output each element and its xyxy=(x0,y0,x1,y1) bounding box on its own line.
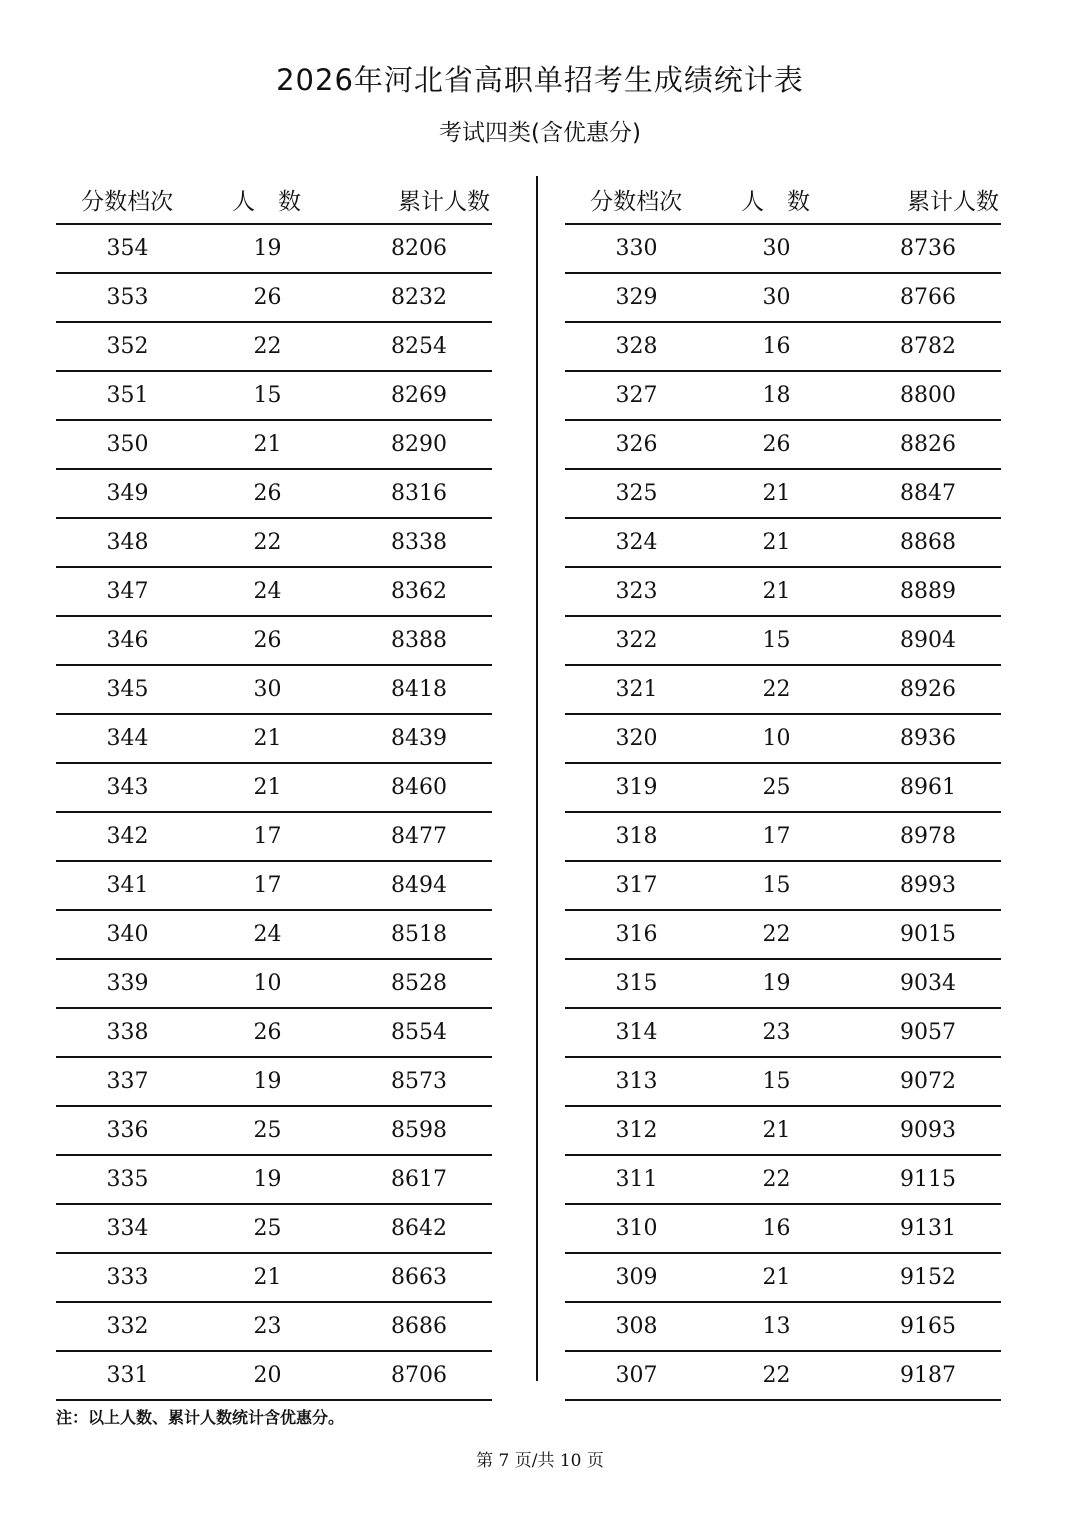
table-row xyxy=(56,225,492,274)
page-subtitle: 考试四类(含优惠分) xyxy=(439,120,641,146)
score-cell: 337 xyxy=(106,1069,149,1094)
cumulative-cell: 8926 xyxy=(900,677,956,702)
count-cell: 19 xyxy=(253,1167,282,1192)
cumulative-cell: 8316 xyxy=(391,481,447,506)
count-cell: 16 xyxy=(762,334,791,359)
cumulative-cell: 9015 xyxy=(900,922,956,947)
table-row xyxy=(56,1303,492,1352)
count-cell: 21 xyxy=(762,481,791,506)
table-body-left xyxy=(56,225,492,1401)
table-row xyxy=(565,813,1001,862)
cumulative-cell: 8388 xyxy=(391,628,447,653)
score-cell: 336 xyxy=(106,1118,149,1143)
count-cell: 30 xyxy=(762,285,791,310)
count-cell: 24 xyxy=(253,579,282,604)
table-row xyxy=(565,1009,1001,1058)
cumulative-cell: 9057 xyxy=(900,1020,956,1045)
cumulative-cell: 8232 xyxy=(391,285,447,310)
table-row xyxy=(565,617,1001,666)
count-cell: 21 xyxy=(762,1265,791,1290)
count-cell: 10 xyxy=(762,726,791,751)
count-cell: 16 xyxy=(762,1216,791,1241)
score-cell: 344 xyxy=(106,726,149,751)
score-cell: 338 xyxy=(106,1020,149,1045)
count-cell: 17 xyxy=(762,824,791,849)
score-cell: 322 xyxy=(615,628,658,653)
table-row xyxy=(56,568,492,617)
table-row xyxy=(56,862,492,911)
score-cell: 315 xyxy=(615,971,658,996)
cumulative-cell: 9165 xyxy=(900,1314,956,1339)
table-row xyxy=(56,421,492,470)
table-row xyxy=(565,519,1001,568)
cumulative-cell: 8206 xyxy=(391,236,447,261)
table-row xyxy=(56,1009,492,1058)
count-cell: 21 xyxy=(253,726,282,751)
score-cell: 310 xyxy=(615,1216,658,1241)
score-cell: 309 xyxy=(615,1265,658,1290)
count-cell: 10 xyxy=(253,971,282,996)
score-cell: 326 xyxy=(615,432,658,457)
cumulative-cell: 8782 xyxy=(900,334,956,359)
table-row xyxy=(565,274,1001,323)
cumulative-cell: 8439 xyxy=(391,726,447,751)
table-row xyxy=(565,372,1001,421)
table-row xyxy=(565,323,1001,372)
table-row xyxy=(565,715,1001,764)
count-cell: 17 xyxy=(253,824,282,849)
count-cell: 15 xyxy=(253,383,282,408)
count-cell: 15 xyxy=(762,873,791,898)
score-cell: 347 xyxy=(106,579,149,604)
score-cell: 320 xyxy=(615,726,658,751)
count-cell: 22 xyxy=(762,1167,791,1192)
table-row xyxy=(56,813,492,862)
score-cell: 321 xyxy=(615,677,658,702)
score-cell: 313 xyxy=(615,1069,658,1094)
score-cell: 334 xyxy=(106,1216,149,1241)
header-score: 分数档次 xyxy=(81,189,174,215)
table-row xyxy=(565,911,1001,960)
table-row xyxy=(565,568,1001,617)
page-title: 2026年河北省高职单招考生成绩统计表 xyxy=(276,63,804,97)
score-cell: 325 xyxy=(615,481,658,506)
cumulative-cell: 8847 xyxy=(900,481,956,506)
cumulative-cell: 8826 xyxy=(900,432,956,457)
score-cell: 352 xyxy=(106,334,149,359)
cumulative-cell: 8518 xyxy=(391,922,447,947)
cumulative-cell: 9115 xyxy=(900,1167,956,1192)
table-row xyxy=(56,372,492,421)
cumulative-cell: 9187 xyxy=(900,1363,956,1388)
count-cell: 18 xyxy=(762,383,791,408)
header-count: 人 数 xyxy=(232,189,302,215)
score-cell: 317 xyxy=(615,873,658,898)
score-cell: 311 xyxy=(615,1167,658,1192)
cumulative-cell: 8573 xyxy=(391,1069,447,1094)
table-row xyxy=(565,1254,1001,1303)
cumulative-cell: 8477 xyxy=(391,824,447,849)
table-row xyxy=(56,960,492,1009)
count-cell: 23 xyxy=(253,1314,282,1339)
cumulative-cell: 8800 xyxy=(900,383,956,408)
count-cell: 22 xyxy=(253,334,282,359)
cumulative-cell: 8936 xyxy=(900,726,956,751)
table-row xyxy=(56,666,492,715)
cumulative-cell: 8978 xyxy=(900,824,956,849)
cumulative-cell: 8736 xyxy=(900,236,956,261)
table-row xyxy=(565,666,1001,715)
count-cell: 30 xyxy=(253,677,282,702)
score-table-right xyxy=(565,176,1001,1401)
score-cell: 323 xyxy=(615,579,658,604)
count-cell: 26 xyxy=(253,628,282,653)
score-cell: 312 xyxy=(615,1118,658,1143)
score-cell: 328 xyxy=(615,334,658,359)
table-row xyxy=(56,1205,492,1254)
table-row xyxy=(56,470,492,519)
score-table-left xyxy=(56,176,492,1401)
table-row xyxy=(565,225,1001,274)
score-cell: 327 xyxy=(615,383,658,408)
score-cell: 307 xyxy=(615,1363,658,1388)
count-cell: 24 xyxy=(253,922,282,947)
cumulative-cell: 8663 xyxy=(391,1265,447,1290)
score-cell: 343 xyxy=(106,775,149,800)
count-cell: 17 xyxy=(253,873,282,898)
cumulative-cell: 9034 xyxy=(900,971,956,996)
table-row xyxy=(565,1352,1001,1401)
table-row xyxy=(56,1254,492,1303)
score-cell: 314 xyxy=(615,1020,658,1045)
cumulative-cell: 8706 xyxy=(391,1363,447,1388)
cumulative-cell: 9131 xyxy=(900,1216,956,1241)
count-cell: 26 xyxy=(253,481,282,506)
count-cell: 23 xyxy=(762,1020,791,1045)
score-cell: 351 xyxy=(106,383,149,408)
score-cell: 319 xyxy=(615,775,658,800)
score-cell: 318 xyxy=(615,824,658,849)
count-cell: 21 xyxy=(762,530,791,555)
cumulative-cell: 8362 xyxy=(391,579,447,604)
count-cell: 25 xyxy=(253,1118,282,1143)
cumulative-cell: 8460 xyxy=(391,775,447,800)
score-cell: 331 xyxy=(106,1363,149,1388)
count-cell: 21 xyxy=(762,1118,791,1143)
cumulative-cell: 8642 xyxy=(391,1216,447,1241)
table-row xyxy=(565,470,1001,519)
table-row xyxy=(565,1303,1001,1352)
cumulative-cell: 8961 xyxy=(900,775,956,800)
table-row xyxy=(565,1058,1001,1107)
table-row xyxy=(56,911,492,960)
count-cell: 30 xyxy=(762,236,791,261)
cumulative-cell: 8554 xyxy=(391,1020,447,1045)
column-divider xyxy=(536,176,538,1381)
count-cell: 19 xyxy=(253,236,282,261)
cumulative-cell: 9093 xyxy=(900,1118,956,1143)
score-cell: 349 xyxy=(106,481,149,506)
count-cell: 25 xyxy=(762,775,791,800)
score-cell: 333 xyxy=(106,1265,149,1290)
score-cell: 341 xyxy=(106,873,149,898)
table-row xyxy=(565,1107,1001,1156)
count-cell: 26 xyxy=(253,1020,282,1045)
table-body-right xyxy=(565,225,1001,1401)
table-row xyxy=(565,960,1001,1009)
count-cell: 22 xyxy=(762,677,791,702)
table-row xyxy=(56,617,492,666)
cumulative-cell: 8686 xyxy=(391,1314,447,1339)
footnote: 注：以上人数、累计人数统计含优惠分。 xyxy=(56,1408,345,1427)
table-row xyxy=(565,862,1001,911)
count-cell: 21 xyxy=(762,579,791,604)
score-cell: 348 xyxy=(106,530,149,555)
table-row xyxy=(56,1107,492,1156)
cumulative-cell: 8904 xyxy=(900,628,956,653)
score-cell: 345 xyxy=(106,677,149,702)
cumulative-cell: 8269 xyxy=(391,383,447,408)
table-row xyxy=(565,1156,1001,1205)
cumulative-cell: 8418 xyxy=(391,677,447,702)
cumulative-cell: 8598 xyxy=(391,1118,447,1143)
count-cell: 22 xyxy=(762,1363,791,1388)
count-cell: 21 xyxy=(253,1265,282,1290)
score-cell: 342 xyxy=(106,824,149,849)
table-row xyxy=(56,274,492,323)
table-row xyxy=(565,764,1001,813)
cumulative-cell: 8617 xyxy=(391,1167,447,1192)
score-cell: 340 xyxy=(106,922,149,947)
cumulative-cell: 9072 xyxy=(900,1069,956,1094)
table-row xyxy=(56,715,492,764)
cumulative-cell: 8290 xyxy=(391,432,447,457)
count-cell: 13 xyxy=(762,1314,791,1339)
score-cell: 354 xyxy=(106,236,149,261)
table-row xyxy=(56,519,492,568)
count-cell: 26 xyxy=(762,432,791,457)
table-row xyxy=(565,1205,1001,1254)
table-row xyxy=(56,764,492,813)
cumulative-cell: 8528 xyxy=(391,971,447,996)
table-header xyxy=(56,176,492,225)
cumulative-cell: 8338 xyxy=(391,530,447,555)
score-cell: 308 xyxy=(615,1314,658,1339)
count-cell: 22 xyxy=(253,530,282,555)
cumulative-cell: 8494 xyxy=(391,873,447,898)
count-cell: 21 xyxy=(253,775,282,800)
score-cell: 316 xyxy=(615,922,658,947)
score-cell: 330 xyxy=(615,236,658,261)
score-cell: 324 xyxy=(615,530,658,555)
count-cell: 22 xyxy=(762,922,791,947)
cumulative-cell: 8993 xyxy=(900,873,956,898)
score-cell: 346 xyxy=(106,628,149,653)
header-score: 分数档次 xyxy=(590,189,683,215)
page-number: 第 7 页/共 10 页 xyxy=(476,1451,604,1471)
score-cell: 329 xyxy=(615,285,658,310)
table-row xyxy=(56,1058,492,1107)
table-row xyxy=(56,323,492,372)
cumulative-cell: 9152 xyxy=(900,1265,956,1290)
score-cell: 335 xyxy=(106,1167,149,1192)
cumulative-cell: 8868 xyxy=(900,530,956,555)
count-cell: 15 xyxy=(762,1069,791,1094)
cumulative-cell: 8766 xyxy=(900,285,956,310)
count-cell: 19 xyxy=(253,1069,282,1094)
table-row xyxy=(565,421,1001,470)
score-cell: 332 xyxy=(106,1314,149,1339)
cumulative-cell: 8254 xyxy=(391,334,447,359)
score-cell: 353 xyxy=(106,285,149,310)
header-count: 人 数 xyxy=(741,189,811,215)
cumulative-cell: 8889 xyxy=(900,579,956,604)
table-row xyxy=(56,1156,492,1205)
count-cell: 25 xyxy=(253,1216,282,1241)
header-cumulative: 累计人数 xyxy=(907,189,999,215)
header-cumulative: 累计人数 xyxy=(398,189,490,215)
score-cell: 350 xyxy=(106,432,149,457)
count-cell: 26 xyxy=(253,285,282,310)
table-row xyxy=(56,1352,492,1401)
count-cell: 21 xyxy=(253,432,282,457)
count-cell: 19 xyxy=(762,971,791,996)
count-cell: 15 xyxy=(762,628,791,653)
table-header xyxy=(565,176,1001,225)
count-cell: 20 xyxy=(253,1363,282,1388)
score-cell: 339 xyxy=(106,971,149,996)
